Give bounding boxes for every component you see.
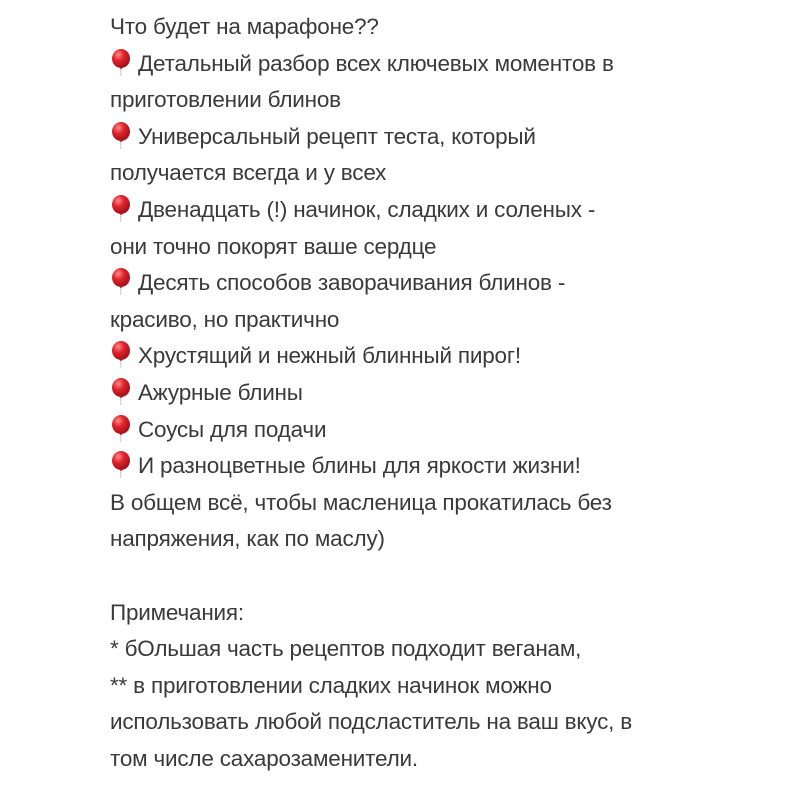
list-item <box>110 412 770 449</box>
list-item-text: Ажурные блины <box>138 379 303 405</box>
summary-text: напряжения, как по маслу) <box>110 526 385 552</box>
summary-text: В общем всё, чтобы масленица прокатилась без <box>110 489 612 515</box>
note-line: ** в приготовлении сладких начинок можно <box>110 672 552 698</box>
balloon-icon <box>110 122 132 150</box>
balloon-icon <box>110 195 132 223</box>
balloon-icon <box>110 341 132 369</box>
list-item <box>110 338 770 375</box>
balloon-icon <box>110 378 132 406</box>
note-line: том числе сахарозаменители. <box>110 745 418 771</box>
balloon-icon <box>110 451 132 479</box>
list-item-text: Хрустящий и нежный блинный пирог! <box>138 343 521 369</box>
list-item-text: Детальный разбор всех ключевых моментов в <box>138 50 614 76</box>
balloon-icon <box>110 415 132 443</box>
list-item <box>110 119 770 156</box>
spacer <box>110 558 770 595</box>
list-item-text: Десять способов заворачивания блинов - <box>138 270 566 296</box>
list-item-continuation: красиво, но практично <box>110 306 340 332</box>
list-item <box>110 375 770 412</box>
document-body <box>110 9 770 777</box>
list-item <box>110 448 770 485</box>
balloon-icon <box>110 49 132 77</box>
list-item <box>110 46 770 83</box>
list-item-text: И разноцветные блины для яркости жизни! <box>138 453 581 479</box>
list-item-text: Универсальный рецепт теста, который <box>138 123 536 149</box>
page-title: Что будет на марафоне?? <box>110 14 379 39</box>
list-item-continuation: получается всегда и у всех <box>110 160 387 186</box>
note-line: использовать любой подсластитель на ваш вкус, в <box>110 709 632 735</box>
list-item <box>110 265 770 302</box>
list-item-continuation: они точно покорят ваше сердце <box>110 233 437 259</box>
note-line: * бОльшая часть рецептов подходит веганам, <box>110 636 582 662</box>
list-item <box>110 192 770 229</box>
list-item-continuation: приготовлении блинов <box>110 87 341 113</box>
balloon-icon <box>110 268 132 296</box>
list-item-text: Соусы для подачи <box>138 416 327 442</box>
list-item-text: Двенадцать (!) начинок, сладких и соленых - <box>138 196 596 222</box>
notes-heading: Примечания: <box>110 599 244 625</box>
